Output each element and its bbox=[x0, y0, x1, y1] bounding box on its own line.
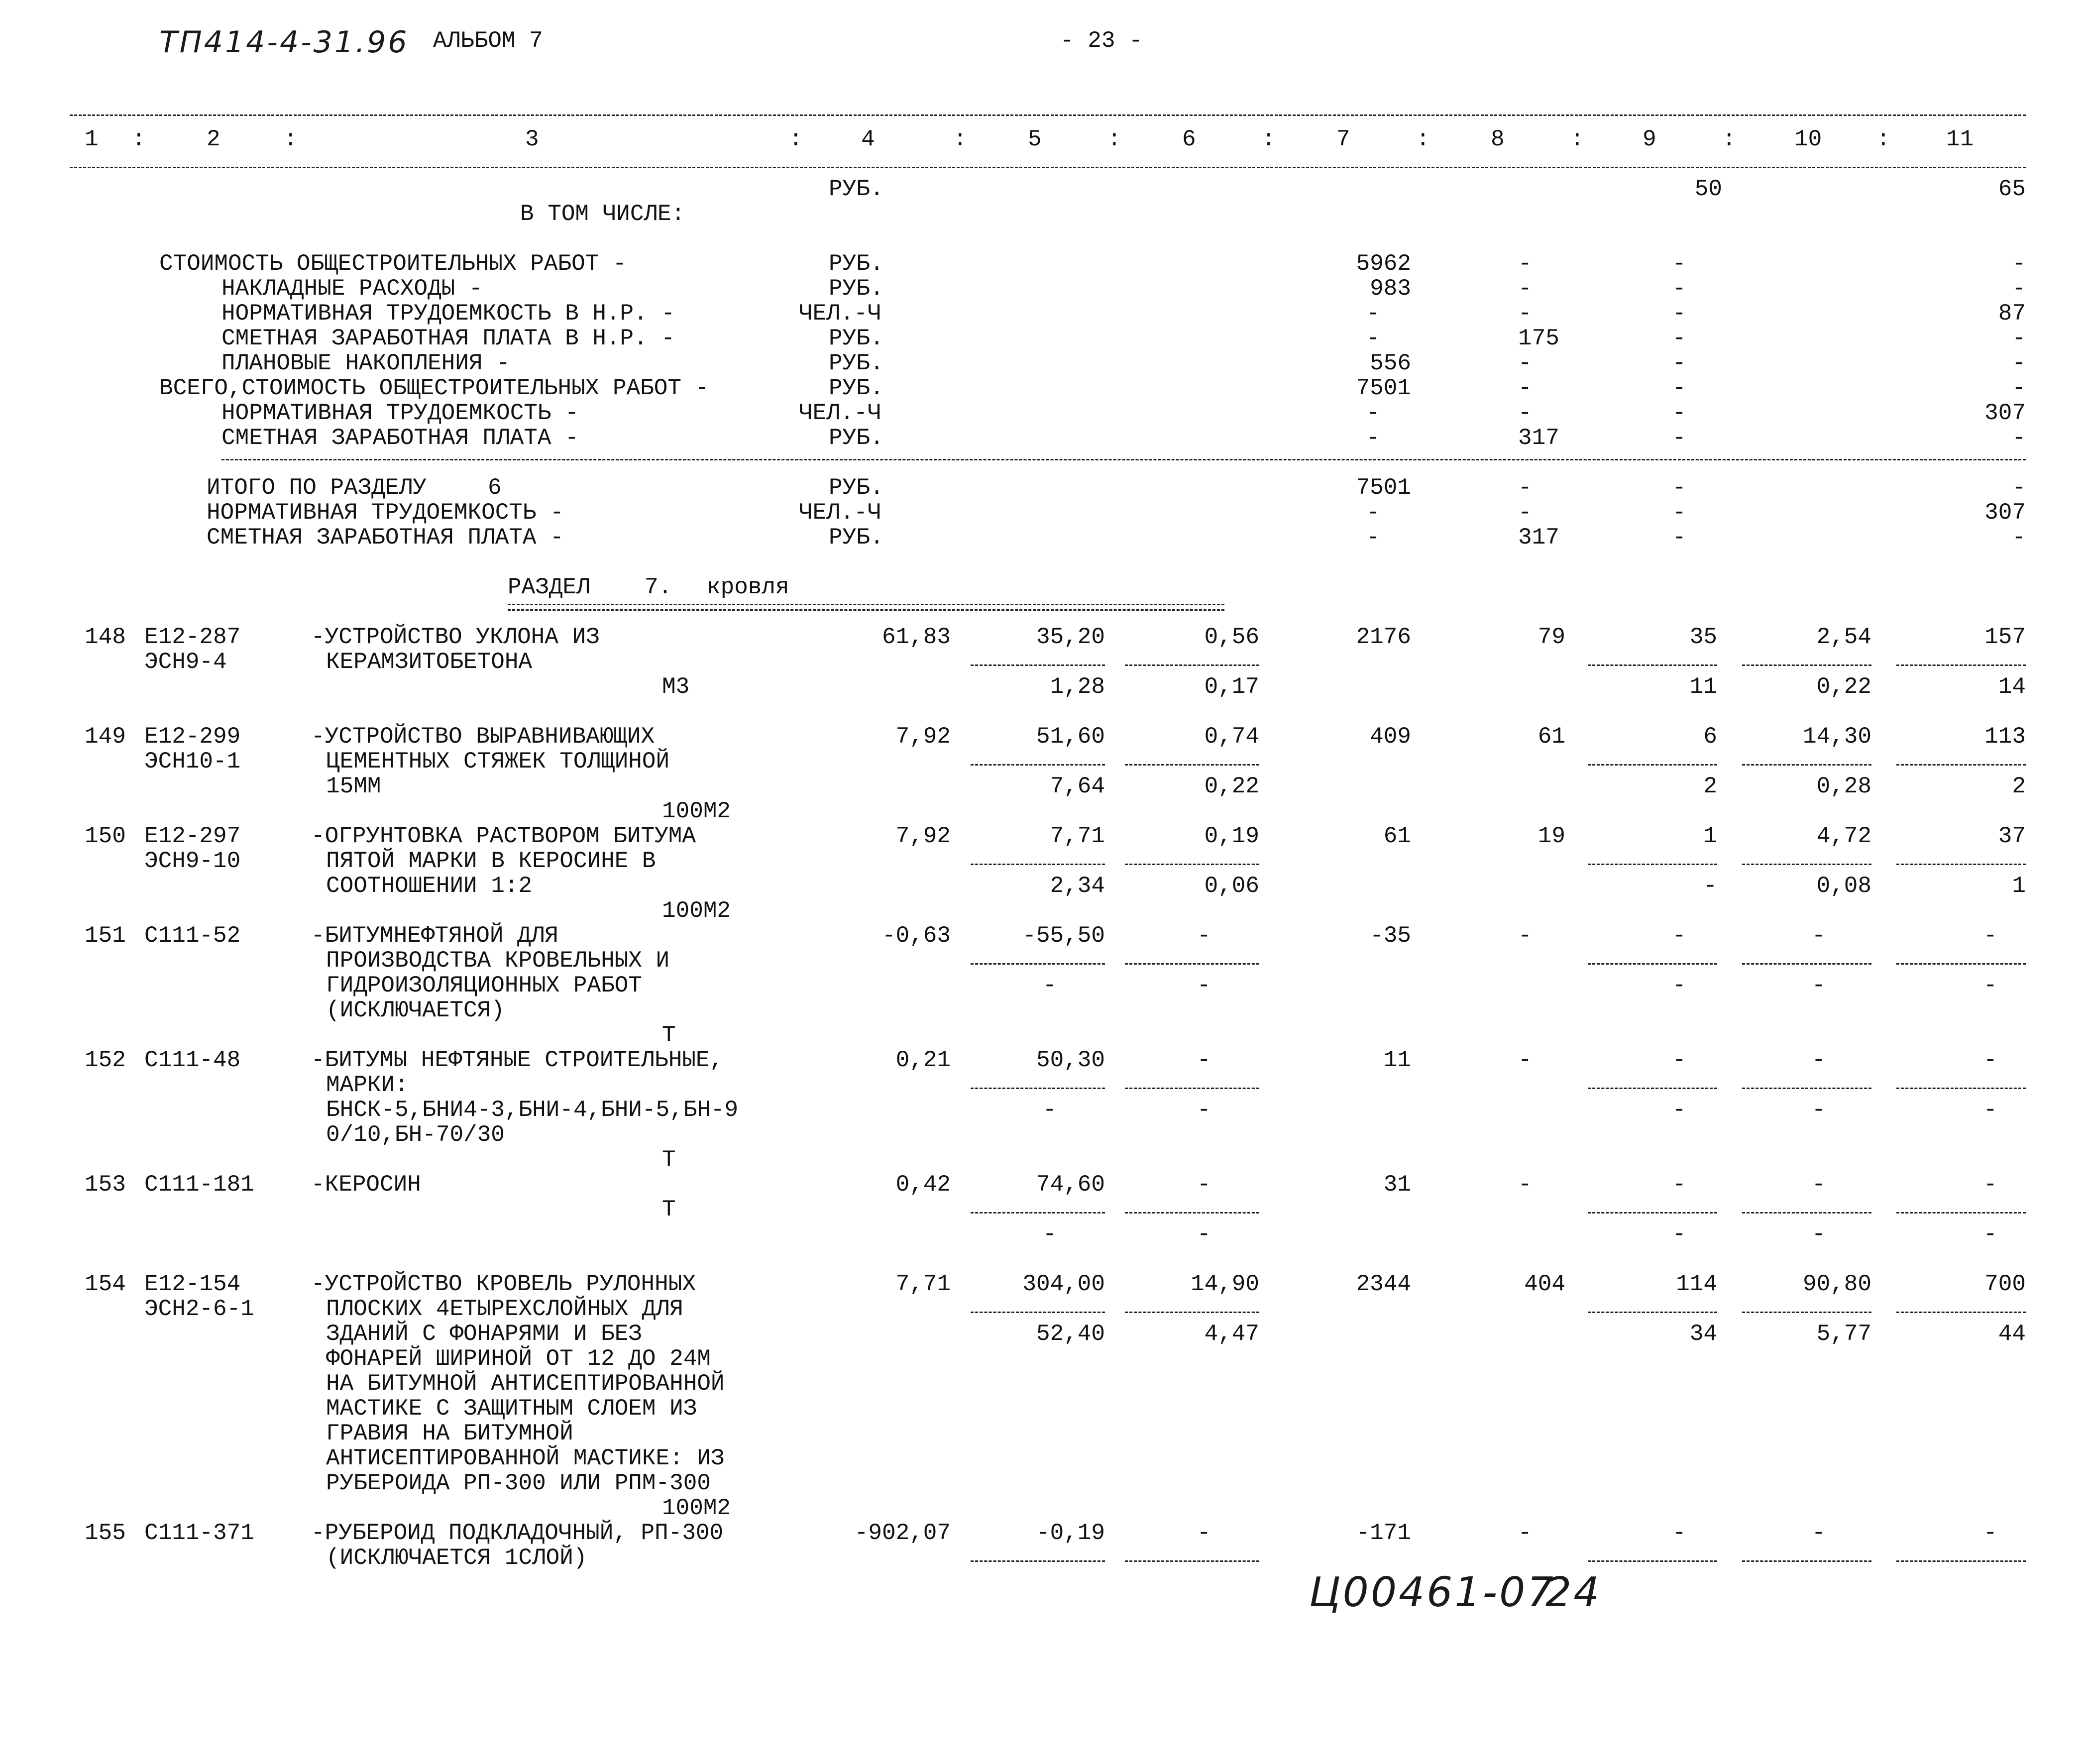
row-code: ЭСН2-6-1 bbox=[144, 1296, 254, 1322]
summary-col-7: 5962 bbox=[1356, 251, 1411, 277]
row-col-11-sub: 2 bbox=[2012, 773, 2026, 799]
sub-rule bbox=[1742, 664, 1871, 666]
row-col-8: - bbox=[1518, 1172, 1532, 1198]
row-col-6-sub: 0,17 bbox=[1204, 674, 1259, 700]
row-number: 152 bbox=[85, 1047, 126, 1073]
row-col-5: 35,20 bbox=[1036, 624, 1105, 650]
row-code: Е12-297 bbox=[144, 823, 241, 849]
summary-col-8: 317 bbox=[1518, 425, 1559, 451]
row-col-9: 1 bbox=[1703, 823, 1717, 849]
section-total-unit: РУБ. bbox=[829, 475, 884, 501]
row-col-5-sub: - bbox=[1043, 1097, 1057, 1123]
page-number: - 23 - bbox=[1060, 28, 1143, 54]
col-separator: : bbox=[1262, 126, 1276, 152]
col-7-number: 7 bbox=[1336, 126, 1350, 152]
col-separator: : bbox=[1570, 126, 1584, 152]
row-col-7: -171 bbox=[1356, 1520, 1411, 1546]
summary-col-8: - bbox=[1518, 301, 1532, 327]
summary-col-11: 307 bbox=[1984, 400, 2026, 426]
sub-rule bbox=[1896, 664, 2026, 666]
sub-rule bbox=[1125, 1560, 1259, 1562]
sub-rule bbox=[971, 1088, 1105, 1089]
row-number: 149 bbox=[85, 724, 126, 750]
section-total-col-7: 7501 bbox=[1356, 475, 1411, 501]
summary-label: СМЕТНАЯ ЗАРАБОТНАЯ ПЛАТА - bbox=[221, 425, 579, 451]
row-col-10: 90,80 bbox=[1802, 1271, 1871, 1297]
section-total-col-11: - bbox=[2012, 475, 2026, 501]
sub-rule bbox=[971, 864, 1105, 865]
handwritten-sheet-number: 24 bbox=[1545, 1569, 1602, 1616]
row-col-6: 0,74 bbox=[1204, 724, 1259, 750]
summary-unit: РУБ. bbox=[829, 425, 884, 451]
row-col-11-sub: 1 bbox=[2012, 873, 2026, 899]
row-number: 151 bbox=[85, 923, 126, 949]
row-col-11-sub: 14 bbox=[1998, 674, 2026, 700]
row-col-6: - bbox=[1197, 1172, 1211, 1198]
summary-unit: ЧЕЛ.-Ч bbox=[799, 301, 881, 327]
section-total-col-8: 317 bbox=[1518, 525, 1559, 551]
sub-rule bbox=[1125, 864, 1259, 865]
row-col-4: -902,07 bbox=[854, 1520, 951, 1546]
summary-col-7: - bbox=[1366, 400, 1380, 426]
section-total-label: НОРМАТИВНАЯ ТРУДОЕМКОСТЬ - bbox=[207, 500, 564, 526]
sub-rule bbox=[1125, 1212, 1259, 1213]
row-col-8: 19 bbox=[1538, 823, 1565, 849]
row-col-10: 2,54 bbox=[1816, 624, 1871, 650]
row-desc: (ИСКЛЮЧАЕТСЯ 1СЛОЙ) bbox=[326, 1545, 587, 1571]
sub-rule bbox=[1125, 1088, 1259, 1089]
row-col-6: - bbox=[1197, 1520, 1211, 1546]
sub-rule bbox=[1742, 764, 1871, 766]
sub-rule bbox=[1588, 764, 1717, 766]
section-total-unit: ЧЕЛ.-Ч bbox=[799, 500, 881, 526]
sub-rule bbox=[1125, 963, 1259, 965]
col-8-number: 8 bbox=[1491, 126, 1505, 152]
summary-col-9: - bbox=[1672, 350, 1686, 376]
row-col-11-sub: - bbox=[1983, 1221, 1997, 1247]
summary-col-9: - bbox=[1672, 251, 1686, 277]
sub-rule bbox=[1125, 764, 1259, 766]
sub-rule bbox=[1588, 664, 1717, 666]
sub-rule bbox=[971, 664, 1105, 666]
section-total-col-9: - bbox=[1672, 475, 1686, 501]
section-number: 7. bbox=[645, 574, 672, 600]
carry-col-11: 65 bbox=[1998, 176, 2026, 202]
row-code: С111-371 bbox=[144, 1520, 254, 1546]
row-col-9-sub: 11 bbox=[1689, 674, 1717, 700]
row-col-6: - bbox=[1197, 1047, 1211, 1073]
row-col-7: -35 bbox=[1370, 923, 1411, 949]
summary-col-9: - bbox=[1672, 301, 1686, 327]
section-total-col-9: - bbox=[1672, 525, 1686, 551]
row-unit: 100М2 bbox=[662, 1495, 731, 1521]
row-col-10-sub: 0,28 bbox=[1816, 773, 1871, 799]
summary-unit: РУБ. bbox=[829, 251, 884, 277]
sub-rule bbox=[1896, 1212, 2026, 1213]
summary-label: НОРМАТИВНАЯ ТРУДОЕМКОСТЬ В Н.Р. - bbox=[221, 301, 675, 327]
row-unit: 100М2 bbox=[662, 898, 731, 924]
summary-col-7: - bbox=[1366, 301, 1380, 327]
row-col-4: 0,42 bbox=[895, 1172, 951, 1198]
summary-unit: РУБ. bbox=[829, 350, 884, 376]
col-separator: : bbox=[284, 126, 298, 152]
row-col-7: 2344 bbox=[1356, 1271, 1411, 1297]
row-col-11: - bbox=[1983, 1520, 1997, 1546]
summary-col-8: - bbox=[1518, 251, 1532, 277]
row-col-9: - bbox=[1672, 1172, 1686, 1198]
col-10-number: 10 bbox=[1794, 126, 1822, 152]
row-col-7: 61 bbox=[1383, 823, 1411, 849]
row-col-11-sub: 44 bbox=[1998, 1321, 2026, 1347]
row-desc: ПЯТОЙ МАРКИ В КЕРОСИНЕ В bbox=[326, 848, 656, 874]
row-col-11: 37 bbox=[1998, 823, 2026, 849]
row-col-6-sub: 4,47 bbox=[1204, 1321, 1259, 1347]
summary-col-11: - bbox=[2012, 425, 2026, 451]
summary-unit: РУБ. bbox=[829, 326, 884, 351]
row-desc: ЦЕМЕНТНЫХ СТЯЖЕК ТОЛЩИНОЙ bbox=[326, 749, 670, 774]
row-col-8: 79 bbox=[1538, 624, 1565, 650]
row-col-8: - bbox=[1518, 1047, 1532, 1073]
summary-label: НОРМАТИВНАЯ ТРУДОЕМКОСТЬ - bbox=[221, 400, 579, 426]
row-desc: МАРКИ: bbox=[326, 1072, 409, 1098]
row-col-11-sub: - bbox=[1983, 1097, 1997, 1123]
row-col-9: 35 bbox=[1689, 624, 1717, 650]
row-unit: Т bbox=[662, 1147, 676, 1173]
sub-rule bbox=[1742, 963, 1871, 965]
col-separator: : bbox=[1876, 126, 1890, 152]
sub-rule bbox=[1742, 1212, 1871, 1213]
col-11-number: 11 bbox=[1946, 126, 1974, 152]
summary-col-8: - bbox=[1518, 375, 1532, 401]
sub-rule bbox=[971, 1312, 1105, 1313]
row-desc: -КЕРОСИН bbox=[311, 1172, 421, 1198]
row-desc: БНСК-5,БНИ4-3,БНИ-4,БНИ-5,БН-9 bbox=[326, 1097, 739, 1123]
row-col-10: 4,72 bbox=[1816, 823, 1871, 849]
summary-unit: РУБ. bbox=[829, 276, 884, 302]
row-unit: 100М2 bbox=[662, 798, 731, 824]
row-number: 148 bbox=[85, 624, 126, 650]
row-col-5: 7,71 bbox=[1050, 823, 1105, 849]
col-3-number: 3 bbox=[525, 126, 539, 152]
summary-label: СТОИМОСТЬ ОБЩЕСТРОИТЕЛЬНЫХ РАБОТ - bbox=[159, 251, 627, 277]
header-rule-bottom bbox=[70, 167, 2026, 168]
row-col-5-sub: 7,64 bbox=[1050, 773, 1105, 799]
sub-rule bbox=[971, 1560, 1105, 1562]
row-col-8: - bbox=[1518, 923, 1532, 949]
sub-rule bbox=[1588, 1212, 1717, 1213]
row-col-7: 31 bbox=[1383, 1172, 1411, 1198]
summary-col-8: 175 bbox=[1518, 326, 1559, 351]
sub-rule bbox=[1896, 1560, 2026, 1562]
col-4-number: 4 bbox=[861, 126, 875, 152]
row-number: 155 bbox=[85, 1520, 126, 1546]
section-prefix: РАЗДЕЛ bbox=[508, 574, 590, 600]
row-col-10-sub: - bbox=[1812, 1097, 1826, 1123]
sub-rule bbox=[1896, 1312, 2026, 1313]
section-total-label: СМЕТНАЯ ЗАРАБОТНАЯ ПЛАТА - bbox=[207, 525, 564, 551]
sub-rule bbox=[971, 1212, 1105, 1213]
row-col-5: 74,60 bbox=[1036, 1172, 1105, 1198]
row-col-5: 51,60 bbox=[1036, 724, 1105, 750]
col-separator: : bbox=[1416, 126, 1430, 152]
row-col-6-sub: 0,22 bbox=[1204, 773, 1259, 799]
row-unit: М3 bbox=[662, 674, 690, 700]
row-desc: МАСТИКЕ С ЗАЩИТНЫМ СЛОЕМ ИЗ bbox=[326, 1396, 697, 1422]
row-col-4: 7,92 bbox=[895, 724, 951, 750]
summary-col-9: - bbox=[1672, 326, 1686, 351]
row-desc: АНТИСЕПТИРОВАННОЙ МАСТИКЕ: ИЗ bbox=[326, 1445, 725, 1471]
section-total-col-9: - bbox=[1672, 500, 1686, 526]
section-total-col-11: 307 bbox=[1984, 500, 2026, 526]
row-col-5-sub: 52,40 bbox=[1036, 1321, 1105, 1347]
row-col-4: -0,63 bbox=[881, 923, 951, 949]
section-total-col-8: - bbox=[1518, 500, 1532, 526]
summary-col-9: - bbox=[1672, 375, 1686, 401]
row-col-8: 404 bbox=[1524, 1271, 1565, 1297]
section-total-col-11: - bbox=[2012, 525, 2026, 551]
row-col-11: - bbox=[1983, 1047, 1997, 1073]
row-col-9: 6 bbox=[1703, 724, 1717, 750]
row-col-9: - bbox=[1672, 1047, 1686, 1073]
col-separator: : bbox=[953, 126, 967, 152]
row-col-4: 0,21 bbox=[895, 1047, 951, 1073]
row-col-9: 114 bbox=[1676, 1271, 1717, 1297]
row-col-9-sub: - bbox=[1703, 873, 1717, 899]
sub-rule bbox=[1588, 1560, 1717, 1562]
row-col-5: 50,30 bbox=[1036, 1047, 1105, 1073]
carry-unit: РУБ. bbox=[829, 176, 884, 202]
row-col-5-sub: 1,28 bbox=[1050, 674, 1105, 700]
row-desc: -БИТУМЫ НЕФТЯНЫЕ СТРОИТЕЛЬНЫЕ, bbox=[311, 1047, 724, 1073]
row-col-7: 11 bbox=[1383, 1047, 1411, 1073]
row-desc: -УСТРОЙСТВО КРОВЕЛЬ РУЛОННЫХ bbox=[311, 1271, 696, 1297]
row-number: 154 bbox=[85, 1271, 126, 1297]
summary-label: СМЕТНАЯ ЗАРАБОТНАЯ ПЛАТА В Н.Р. - bbox=[221, 326, 675, 351]
row-desc: ПЛОСКИХ 4ЕТЫРЕХСЛОЙНЫХ ДЛЯ bbox=[326, 1296, 683, 1322]
row-code: С111-52 bbox=[144, 923, 241, 949]
row-col-11: 157 bbox=[1984, 624, 2026, 650]
section-name: кровля bbox=[707, 574, 789, 600]
row-col-10-sub: - bbox=[1812, 973, 1826, 998]
row-col-5-sub: 2,34 bbox=[1050, 873, 1105, 899]
summary-col-9: - bbox=[1672, 400, 1686, 426]
row-col-6-sub: - bbox=[1197, 1097, 1211, 1123]
row-unit: Т bbox=[662, 1197, 676, 1222]
col-separator: : bbox=[1107, 126, 1121, 152]
row-col-5: -55,50 bbox=[1022, 923, 1105, 949]
row-col-4: 7,92 bbox=[895, 823, 951, 849]
summary-col-7: - bbox=[1366, 326, 1380, 351]
row-code: Е12-287 bbox=[144, 624, 241, 650]
section-total-col-7: - bbox=[1366, 500, 1380, 526]
row-col-6: - bbox=[1197, 923, 1211, 949]
sub-rule bbox=[971, 764, 1105, 766]
row-col-6-sub: - bbox=[1197, 1221, 1211, 1247]
row-col-9: - bbox=[1672, 1520, 1686, 1546]
row-desc: -УСТРОЙСТВО УКЛОНА ИЗ bbox=[311, 624, 600, 650]
row-desc: РУБЕРОИДА РП-300 ИЛИ РПМ-300 bbox=[326, 1470, 711, 1496]
row-code: Е12-299 bbox=[144, 724, 241, 750]
section-total-label: ИТОГО ПО РАЗДЕЛУ bbox=[207, 475, 427, 501]
col-1-number: 1 bbox=[85, 126, 99, 152]
row-col-8: - bbox=[1518, 1520, 1532, 1546]
row-col-6-sub: 0,06 bbox=[1204, 873, 1259, 899]
row-desc: (ИСКЛЮЧАЕТСЯ) bbox=[326, 997, 505, 1023]
summary-col-8: - bbox=[1518, 350, 1532, 376]
summary-col-11: - bbox=[2012, 375, 2026, 401]
row-col-9-sub: 34 bbox=[1689, 1321, 1717, 1347]
summary-col-7: 556 bbox=[1370, 350, 1411, 376]
row-desc: ФОНАРЕЙ ШИРИНОЙ ОТ 12 ДО 24М bbox=[326, 1346, 711, 1372]
row-desc: -ОГРУНТОВКА РАСТВОРОМ БИТУМА bbox=[311, 823, 696, 849]
summary-col-8: - bbox=[1518, 400, 1532, 426]
summary-col-7: 7501 bbox=[1356, 375, 1411, 401]
row-col-10: - bbox=[1812, 1047, 1826, 1073]
row-col-11: - bbox=[1983, 1172, 1997, 1198]
sub-rule bbox=[1896, 963, 2026, 965]
summary-col-7: 983 bbox=[1370, 276, 1411, 302]
row-col-9-sub: - bbox=[1672, 1097, 1686, 1123]
row-col-6: 0,56 bbox=[1204, 624, 1259, 650]
sub-rule bbox=[971, 963, 1105, 965]
row-col-4: 7,71 bbox=[895, 1271, 951, 1297]
row-col-10: 14,30 bbox=[1802, 724, 1871, 750]
row-desc: 15ММ bbox=[326, 773, 381, 799]
section-total-col-8: - bbox=[1518, 475, 1532, 501]
section-heading-underline bbox=[508, 604, 1224, 611]
section-total-unit: РУБ. bbox=[829, 525, 884, 551]
row-code: Е12-154 bbox=[144, 1271, 241, 1297]
col-separator: : bbox=[1722, 126, 1736, 152]
row-col-5-sub: - bbox=[1043, 1221, 1057, 1247]
summary-label: НАКЛАДНЫЕ РАСХОДЫ - bbox=[221, 276, 483, 302]
row-desc: СООТНОШЕНИИ 1:2 bbox=[326, 873, 533, 899]
album-label: АЛЬБОМ 7 bbox=[433, 28, 543, 54]
summary-unit: ЧЕЛ.-Ч bbox=[799, 400, 881, 426]
summary-col-11: - bbox=[2012, 251, 2026, 277]
summary-col-11: - bbox=[2012, 350, 2026, 376]
row-col-4: 61,83 bbox=[881, 624, 951, 650]
row-col-10-sub: 5,77 bbox=[1816, 1321, 1871, 1347]
row-desc: -РУБЕРОИД ПОДКЛАДОЧНЫЙ, РП-300 bbox=[311, 1520, 724, 1546]
row-desc: КЕРАМЗИТОБЕТОНА bbox=[326, 649, 533, 675]
row-number: 150 bbox=[85, 823, 126, 849]
row-code: С111-48 bbox=[144, 1047, 241, 1073]
row-col-7: 409 bbox=[1370, 724, 1411, 750]
row-col-5: 304,00 bbox=[1022, 1271, 1105, 1297]
row-desc: -БИТУМНЕФТЯНОЙ ДЛЯ bbox=[311, 923, 558, 949]
row-col-6-sub: - bbox=[1197, 973, 1211, 998]
row-number: 153 bbox=[85, 1172, 126, 1198]
summary-col-7: - bbox=[1366, 425, 1380, 451]
row-code: С111-181 bbox=[144, 1172, 254, 1198]
summary-col-9: - bbox=[1672, 276, 1686, 302]
row-col-6: 14,90 bbox=[1190, 1271, 1259, 1297]
summary-unit: РУБ. bbox=[829, 375, 884, 401]
summary-col-11: - bbox=[2012, 276, 2026, 302]
summary-col-8: - bbox=[1518, 276, 1532, 302]
sub-rule bbox=[1742, 1560, 1871, 1562]
row-desc: НА БИТУМНОЙ АНТИСЕПТИРОВАННОЙ bbox=[326, 1371, 725, 1397]
summary-label: ПЛАНОВЫЕ НАКОПЛЕНИЯ - bbox=[221, 350, 510, 376]
sub-rule bbox=[1742, 1088, 1871, 1089]
row-col-9-sub: 2 bbox=[1703, 773, 1717, 799]
row-desc: ПРОИЗВОДСТВА КРОВЕЛЬНЫХ И bbox=[326, 948, 670, 974]
col-6-number: 6 bbox=[1182, 126, 1196, 152]
row-col-10-sub: 0,22 bbox=[1816, 674, 1871, 700]
row-col-5: -0,19 bbox=[1036, 1520, 1105, 1546]
summary-col-9: - bbox=[1672, 425, 1686, 451]
sub-rule bbox=[1742, 864, 1871, 865]
col-separator: : bbox=[132, 126, 146, 152]
doc-code: ТП414-4-31.96 bbox=[159, 25, 409, 60]
row-col-11-sub: - bbox=[1983, 973, 1997, 998]
sub-rule bbox=[1588, 1088, 1717, 1089]
row-col-5-sub: - bbox=[1043, 973, 1057, 998]
row-col-10: - bbox=[1812, 1172, 1826, 1198]
handwritten-inventory-code: Ц00461-07 bbox=[1309, 1569, 1555, 1616]
row-col-7: 2176 bbox=[1356, 624, 1411, 650]
col-5-number: 5 bbox=[1028, 126, 1042, 152]
row-col-9-sub: - bbox=[1672, 973, 1686, 998]
section-total-rule bbox=[221, 459, 2026, 460]
row-code: ЭСН10-1 bbox=[144, 749, 241, 774]
carry-col-9: 50 bbox=[1694, 176, 1722, 202]
sub-rule bbox=[1125, 664, 1259, 666]
row-code: ЭСН9-10 bbox=[144, 848, 241, 874]
row-desc: ГИДРОИЗОЛЯЦИОННЫХ РАБОТ bbox=[326, 973, 642, 998]
sub-rule bbox=[1896, 1088, 2026, 1089]
sub-rule bbox=[1588, 864, 1717, 865]
in-total-label: В ТОМ ЧИСЛЕ: bbox=[520, 201, 685, 227]
section-total-col-7: - bbox=[1366, 525, 1380, 551]
sub-rule bbox=[1896, 864, 2026, 865]
col-separator: : bbox=[789, 126, 803, 152]
sub-rule bbox=[1588, 963, 1717, 965]
row-desc: ГРАВИЯ НА БИТУМНОЙ bbox=[326, 1421, 573, 1446]
row-col-10: - bbox=[1812, 923, 1826, 949]
sub-rule bbox=[1125, 1312, 1259, 1313]
row-code: ЭСН9-4 bbox=[144, 649, 227, 675]
row-desc: -УСТРОЙСТВО ВЫРАВНИВАЮЩИХ bbox=[311, 724, 655, 750]
summary-col-11: - bbox=[2012, 326, 2026, 351]
row-col-8: 61 bbox=[1538, 724, 1565, 750]
row-unit: Т bbox=[662, 1022, 676, 1048]
sub-rule bbox=[1896, 764, 2026, 766]
col-2-number: 2 bbox=[207, 126, 220, 152]
row-desc: ЗДАНИЙ С ФОНАРЯМИ И БЕЗ bbox=[326, 1321, 642, 1347]
header-rule-top bbox=[70, 114, 2026, 116]
summary-col-11: 87 bbox=[1998, 301, 2026, 327]
row-col-6: 0,19 bbox=[1204, 823, 1259, 849]
row-col-11: 113 bbox=[1984, 724, 2026, 750]
row-col-11: - bbox=[1983, 923, 1997, 949]
summary-label: ВСЕГО,СТОИМОСТЬ ОБЩЕСТРОИТЕЛЬНЫХ РАБОТ - bbox=[159, 375, 709, 401]
sub-rule bbox=[1588, 1312, 1717, 1313]
col-9-number: 9 bbox=[1643, 126, 1656, 152]
section-total-number: 6 bbox=[488, 475, 502, 501]
row-col-10-sub: - bbox=[1812, 1221, 1826, 1247]
sub-rule bbox=[1742, 1312, 1871, 1313]
row-col-11: 700 bbox=[1984, 1271, 2026, 1297]
row-col-9-sub: - bbox=[1672, 1221, 1686, 1247]
row-desc: 0/10,БН-70/30 bbox=[326, 1122, 505, 1148]
row-col-10-sub: 0,08 bbox=[1816, 873, 1871, 899]
row-col-10: - bbox=[1812, 1520, 1826, 1546]
row-col-9: - bbox=[1672, 923, 1686, 949]
